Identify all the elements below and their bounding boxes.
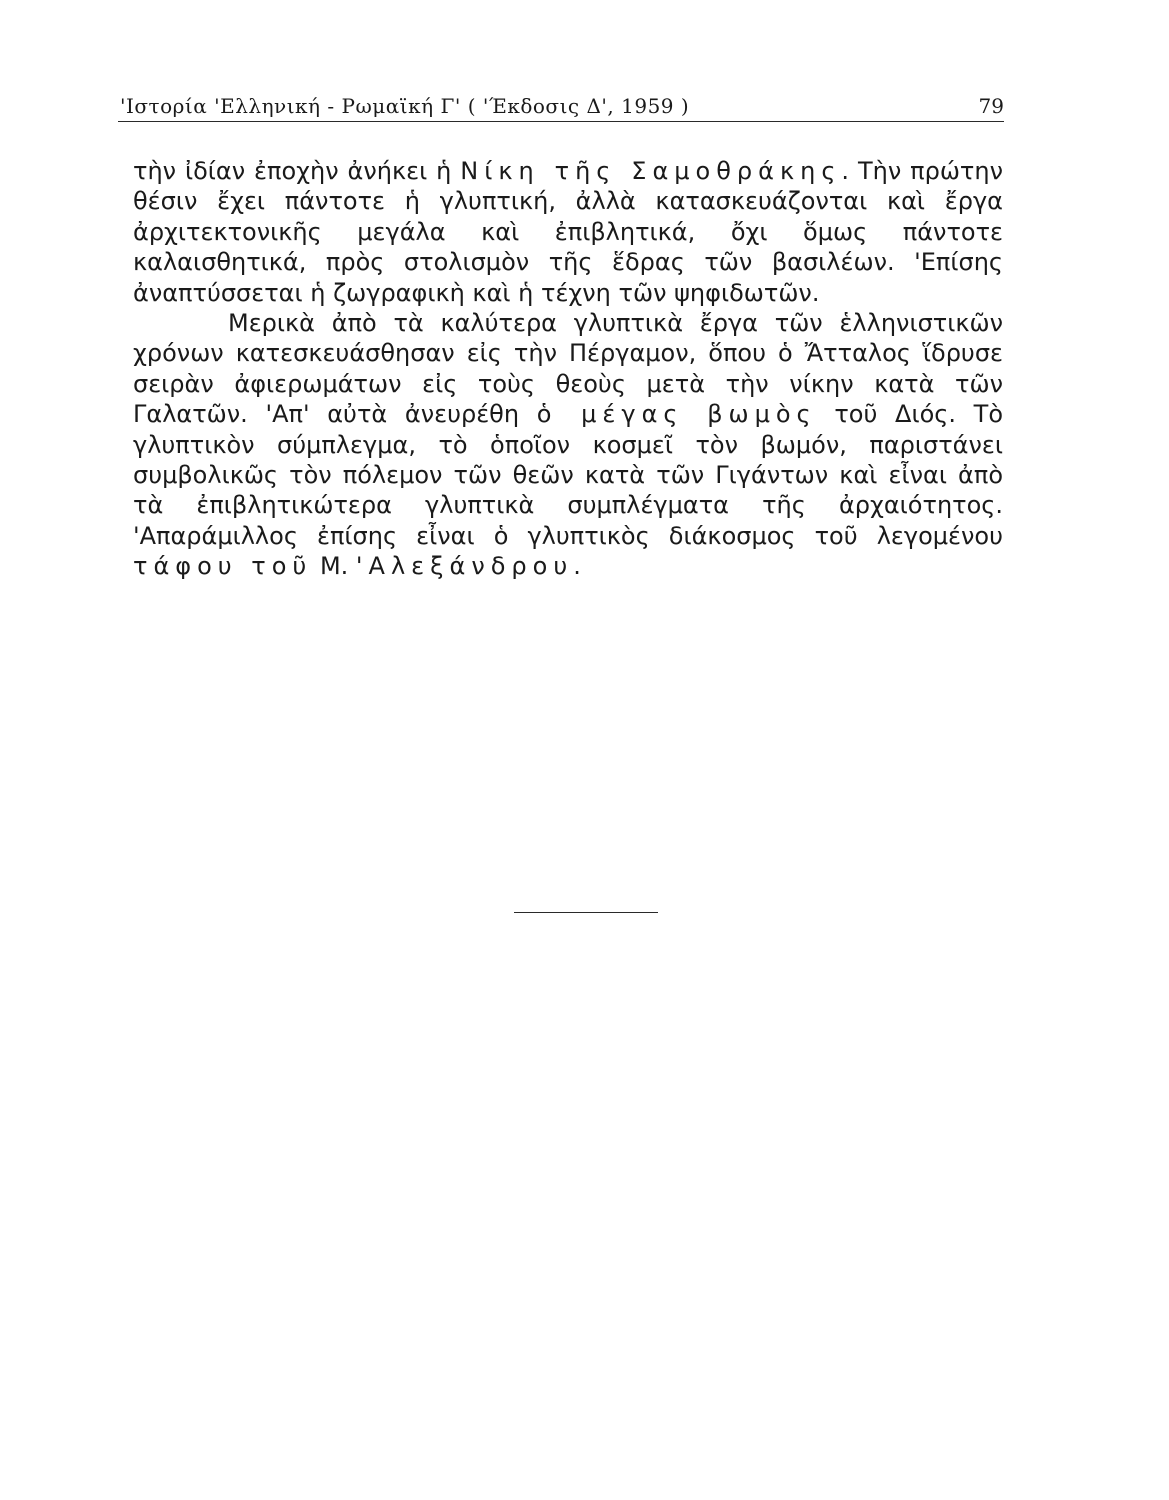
emphasis-tomb: τάφου τοῦ [133, 552, 313, 581]
paragraph-1-text-cont: . Τὴν πρώτην θέσιν ἔχει πάντοτε ἡ γλυπτική, ἀλλὰ κατασκευάζονται καὶ ἔργα ἀρχιτεκτονικῆς μεγάλα καὶ ἐπιβλητικά, ὄχι ὅμως πάντοτε καλαισθητικά, πρὸς στολισμὸν τῆς ἕδρας τῶν βασιλέων. 'Επίσης ἀναπτύσσεται ἡ ζωγραφικὴ καὶ ἡ τέχνη τῶν ψηφιδωτῶν. [133, 157, 1003, 307]
emphasis-altar: ὁ μέγας βωμὸς [536, 400, 817, 429]
paragraph-1-text: τὴν ἰδίαν ἐποχὴν ἀνήκει ἡ [133, 157, 461, 185]
paragraph-2-text-cont: τοῦ Διός. Τὸ γλυπτικὸν σύμπλεγμα, τὸ ὁποῖον κοσμεῖ τὸν βωμόν, παριστάνει συμβολικῶς τὸν πόλεμον τῶν θεῶν κατὰ τῶν Γιγάντων καὶ εἶναι ἀπὸ τὰ ἐπιβλητικώτερα γλυπτικὰ συμπλέγματα τῆς ἀρχαιότητος. 'Απαράμιλλος ἐπίσης εἶναι ὁ γλυπτικὸς διάκοσμος τοῦ λεγομένου [133, 400, 1004, 550]
header-rule [118, 121, 1004, 122]
emphasis-nike: Νίκη τῆς Σαμοθράκης [460, 157, 842, 185]
page-number: 79 [978, 94, 1004, 118]
section-end-rule [514, 912, 658, 913]
paragraph-1 [133, 156, 1003, 308]
paragraph-2 [133, 308, 1003, 582]
header-title: 'Ιστορία 'Ελληνική - Ρωμαϊκή Γ' ( 'Έκδοσις Δ', 1959 ) [120, 94, 690, 118]
emphasis-alexander: 'Αλεξάνδρου. [355, 552, 587, 581]
running-header [120, 84, 1004, 118]
body-text [133, 156, 1003, 582]
paragraph-2-text: Μερικὰ ἀπὸ τὰ καλύτερα γλυπτικὰ ἔργα τῶν ἑλληνιστικῶν χρόνων κατεσκευάσθησαν εἰς τὴν Πέργαμον, ὅπου ὁ Ἄτταλος ἵδρυσε σειρὰν ἀφιερωμάτων εἰς τοὺς θεοὺς μετὰ τὴν νίκην κατὰ τῶν Γαλατῶν. 'Απ' αὐτὰ ἀνευρέθη [133, 309, 1003, 429]
paragraph-2-initial: Μ. [312, 552, 356, 581]
